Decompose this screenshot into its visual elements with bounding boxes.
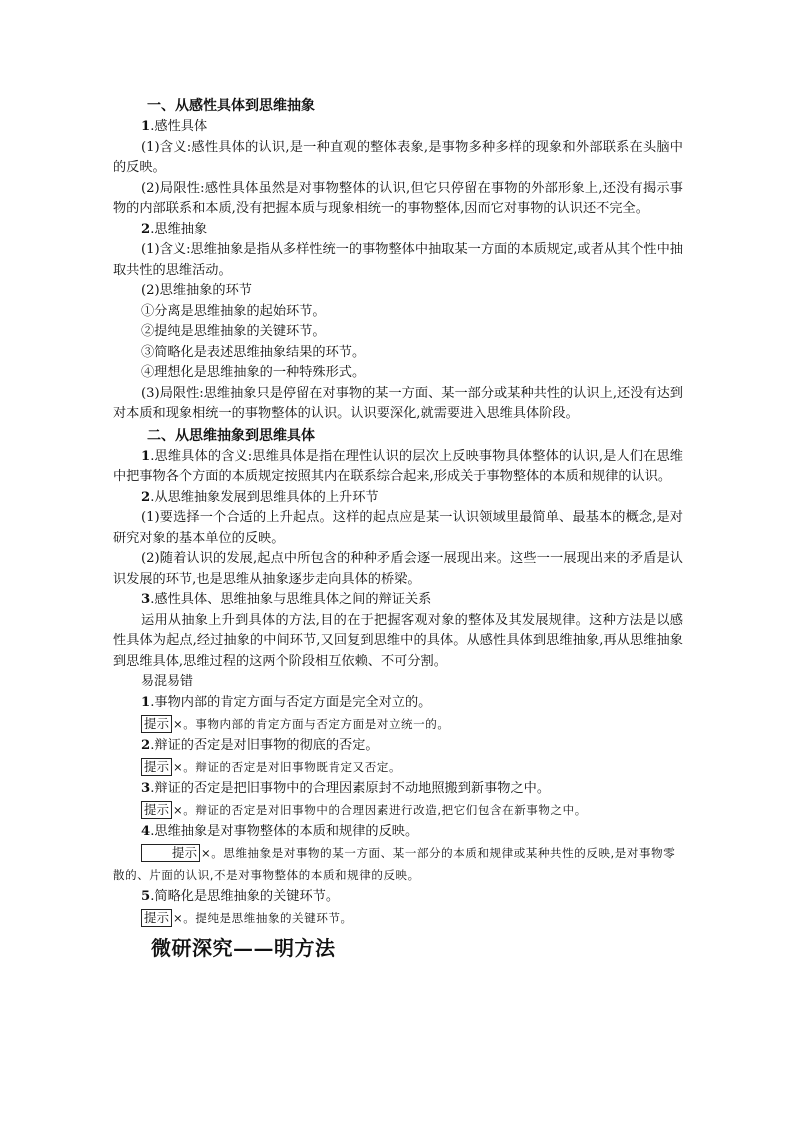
question-4: 4.思维抽象是对事物整体的本质和规律的反映。	[141, 824, 419, 839]
tip-box: 提示	[141, 715, 172, 733]
paragraph: (2)思维抽象的环节	[141, 283, 252, 298]
answer-1: 提示 ×。事物内部的肯定方面与否定方面是对立统一的。	[113, 713, 683, 735]
answer-5: 提示 ×。提纯是思维抽象的关键环节。	[113, 907, 683, 929]
tip-box: 提示	[141, 844, 200, 862]
answer-4: 提示 ×。思维抽象是对事物的某一方面、某一部分的本质和规律或某种共性的反映,是对事物零散的、片面的认识,不是对事物整体的本质和规律的反映。	[113, 845, 676, 882]
document-page	[113, 95, 683, 983]
paragraph: 1.思维具体的含义:思维具体是指在理性认识的层次上反映事物具体整体的认识,是人们在思维中把事物各个方面的本质规定按照其内在联系综合起来,形成关于事物整体的本质和规律的认识。	[113, 448, 683, 484]
paragraph: (1)含义:感性具体的认识,是一种直观的整体表象,是事物多种多样的现象和外部联系在头脑中的反映。	[113, 139, 683, 175]
answer-2: 提示 ×。辩证的否定是对旧事物既肯定又否定。	[113, 756, 683, 778]
list-item: ④理想化是思维抽象的一种特殊形式。	[141, 365, 366, 380]
subheading-thinking-abstraction: 2.思维抽象	[141, 221, 208, 237]
section1-heading: 一、从感性具体到思维抽象	[147, 98, 315, 114]
paragraph: (2)局限性:感性具体虽然是对事物整体的认识,但它只停留在事物的外部形象上,还没有揭示事物的内部联系和本质,没有把握本质与现象相统一的事物整体,因而它对事物的认识还不完全。	[113, 180, 683, 216]
subheading-ascending-steps: 2.从思维抽象发展到思维具体的上升环节	[141, 489, 379, 505]
list-item: ①分离是思维抽象的起始环节。	[141, 303, 326, 319]
confusion-label: 易混易错	[141, 674, 194, 689]
question-3: 3.辩证的否定是把旧事物中的合理因素原封不动地照搬到新事物之中。	[141, 781, 551, 796]
tip-box: 提示	[141, 758, 172, 776]
list-item: ②提纯是思维抽象的关键环节。	[141, 324, 326, 339]
method-section-heading: 微研深究——明方法	[151, 936, 336, 960]
subheading-dialectical-relation: 3.感性具体、思维抽象与思维具体之间的辩证关系	[141, 592, 432, 607]
paragraph: (1)要选择一个合适的上升起点。这样的起点应是某一认识领域里最简单、最基本的概念,是对研究对象的基本单位的反映。	[113, 510, 683, 546]
question-1: 1.事物内部的肯定方面与否定方面是完全对立的。	[141, 695, 432, 710]
question-5: 5.简略化是思维抽象的关键环节。	[141, 889, 340, 904]
paragraph: (1)含义:思维抽象是指从多样性统一的事物整体中抽取某一方面的本质规定,或者从其个性中抽取共性的思维活动。	[113, 242, 683, 278]
paragraph: (3)局限性:思维抽象只是停留在对事物的某一方面、某一部分或某种共性的认识上,还没有达到对本质和现象相统一的事物整体的认识。认识要深化,就需要进入思维具体阶段。	[113, 385, 683, 421]
tip-box: 提示	[141, 801, 172, 819]
list-item: ③简略化是表述思维抽象结果的环节。	[141, 344, 366, 360]
paragraph: 运用从抽象上升到具体的方法,目的在于把握客观对象的整体及其发展规律。这种方法是以感性具体为起点,经过抽象的中间环节,又回复到思维中的具体。从感性具体到思维抽象,再从思维抽象到思维具体,思维过程的这两个阶段相互依赖、不可分割。	[113, 612, 683, 669]
section2-heading: 二、从思维抽象到思维具体	[147, 427, 315, 444]
question-2: 2.辩证的否定是对旧事物的彻底的否定。	[141, 738, 379, 753]
subheading-perceptual-concrete: 1.感性具体	[141, 119, 208, 134]
answer-3: 提示 ×。辩证的否定是对旧事物中的合理因素进行改造,把它们包含在新事物之中。	[113, 799, 683, 821]
paragraph: (2)随着认识的发展,起点中所包含的种种矛盾会逐一展现出来。这些一一展现出来的矛盾是认识发展的环节,也是思维从抽象逐步走向具体的桥梁。	[113, 551, 683, 587]
tip-box: 提示	[141, 909, 172, 927]
